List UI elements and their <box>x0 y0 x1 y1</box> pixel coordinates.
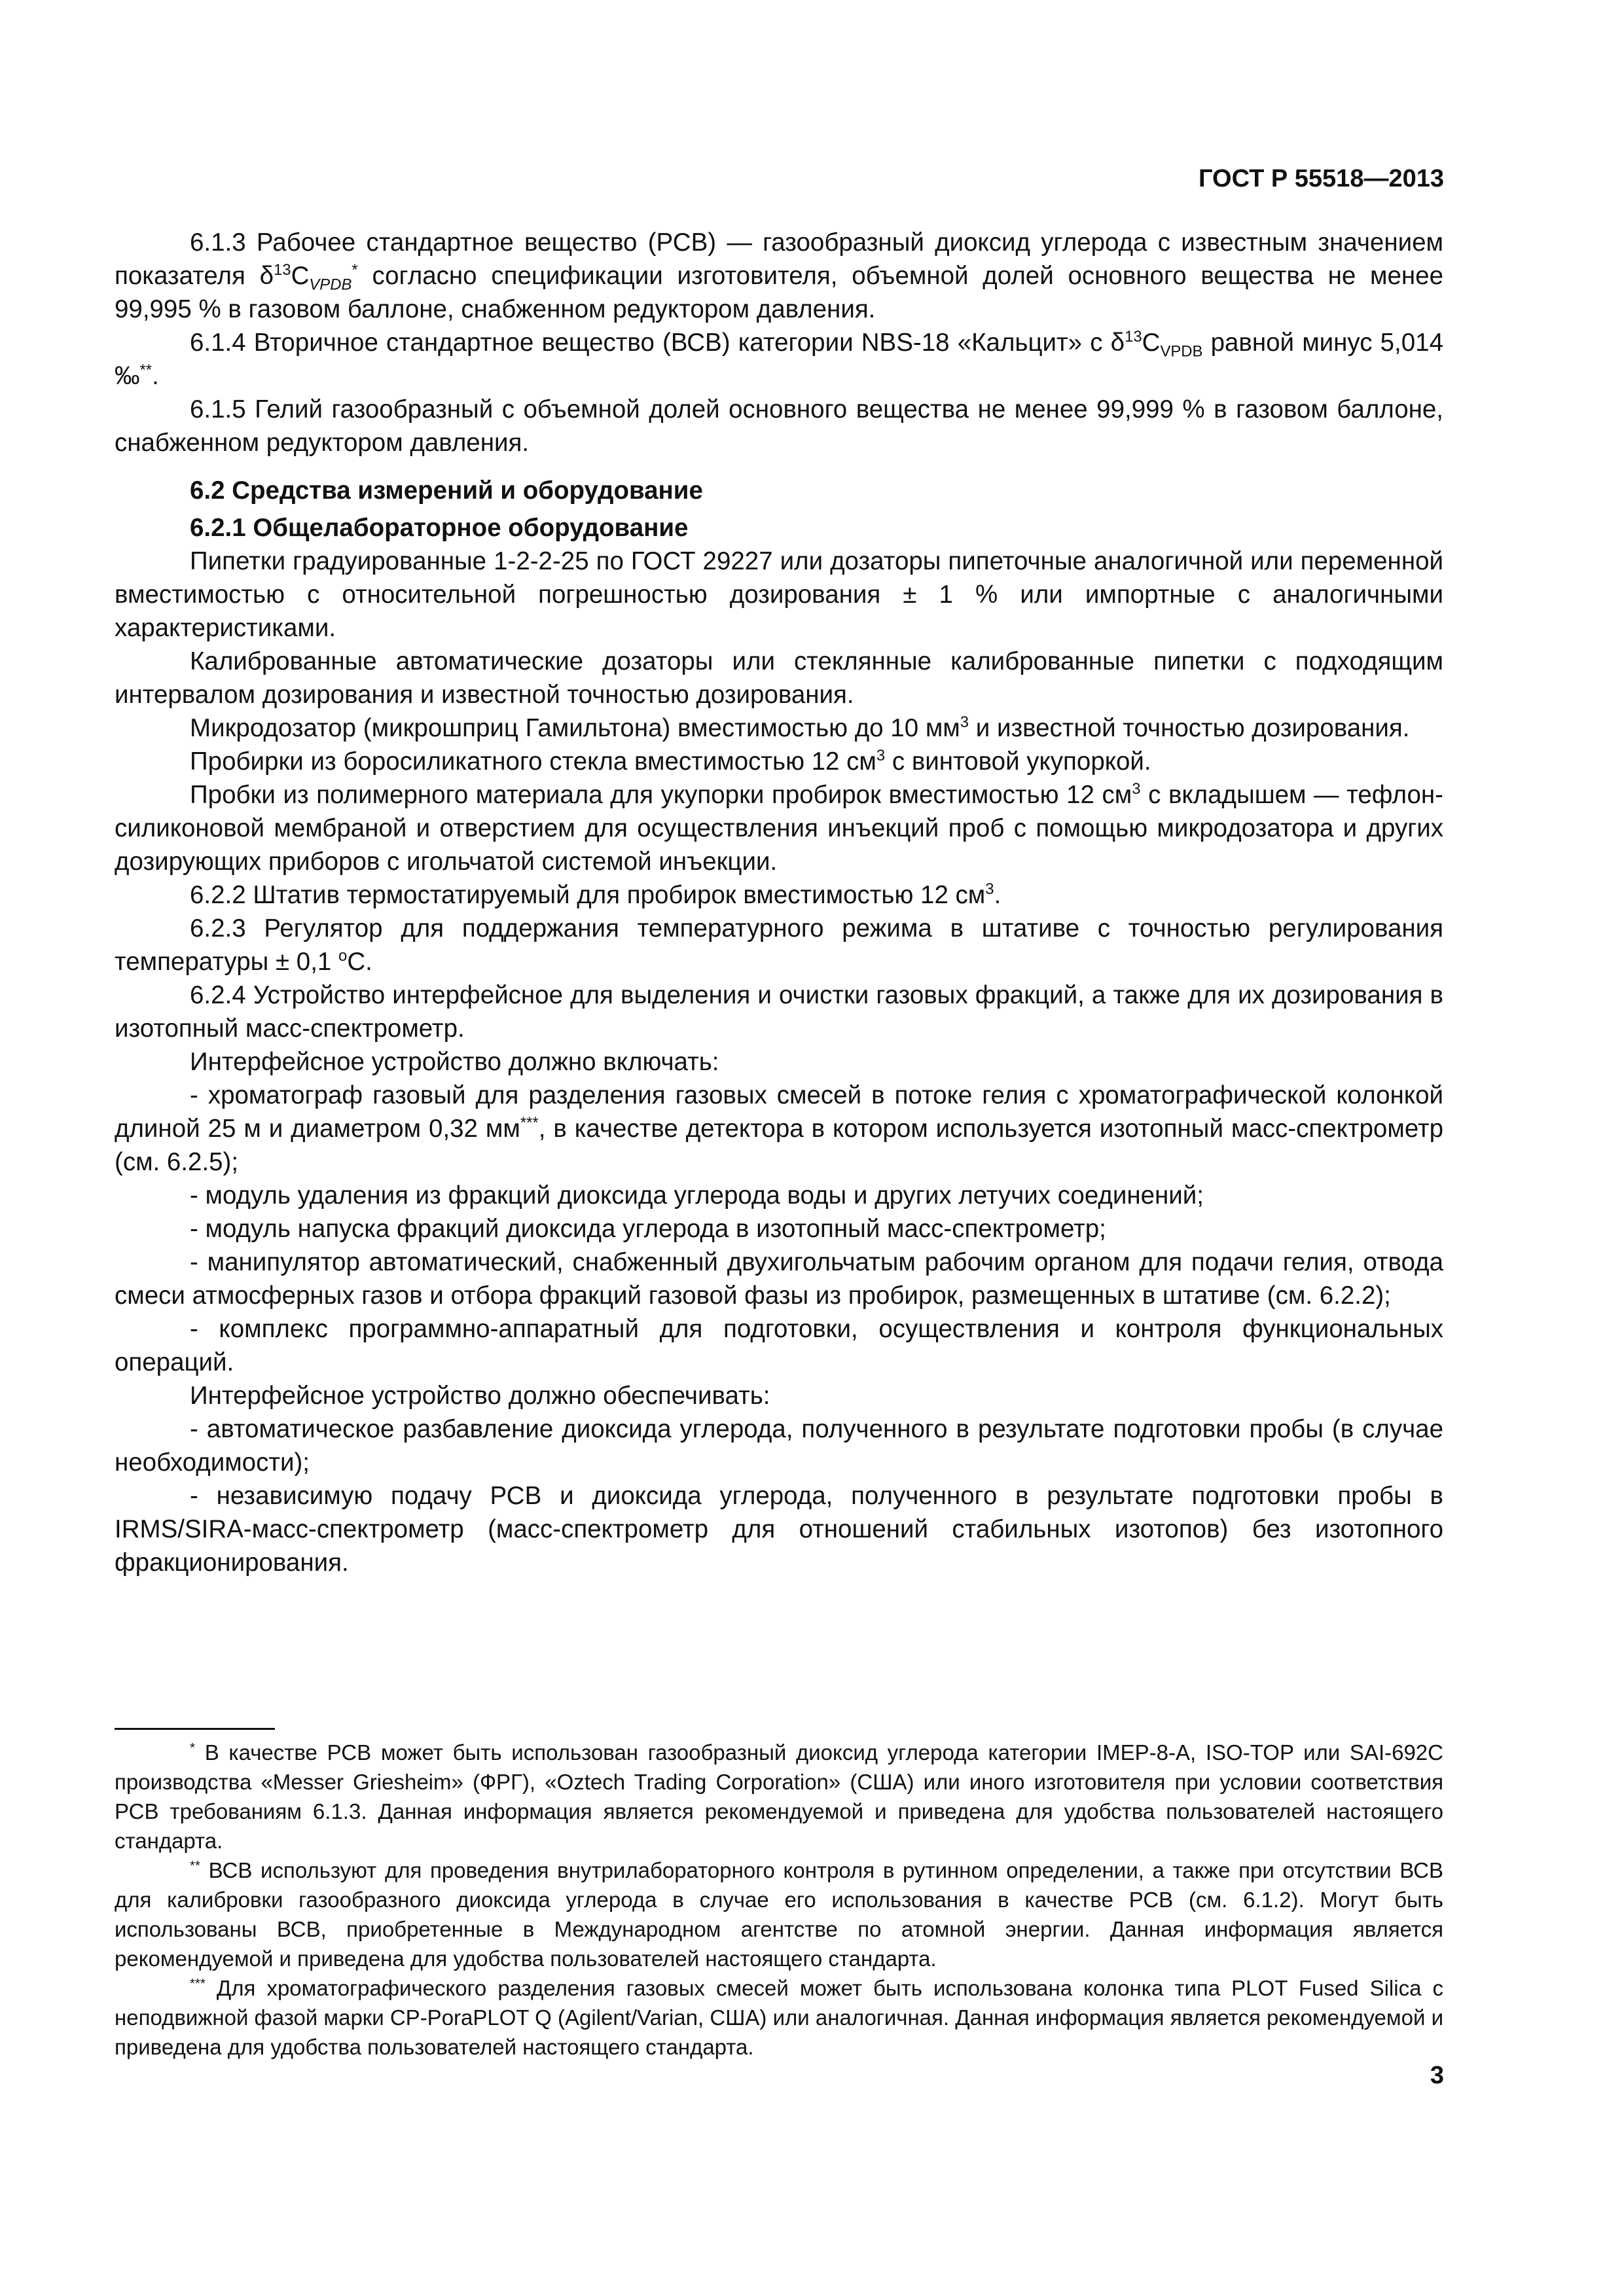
paragraph-6-2-3: 6.2.3 Регулятор для поддержания температурного режима в штативе с точностью регулирования температуры ± 0,1 $^o$C. <box>115 914 1443 976</box>
footnote-separator <box>115 1728 275 1730</box>
body-text <box>115 226 1443 1579</box>
list-item: - манипулятор автоматический, снабженный двухигольчатым рабочим органом для подачи гелия, отвода смеси атмосферных газов и отбора фракций газовой фазы из пробирок, размещенных в штативе (см. 6.2.2); <box>115 1248 1443 1310</box>
list-item: - комплекс программно-аппаратный для подготовки, осуществления и контроля функциональных операций. <box>115 1315 1443 1376</box>
paragraph-6-1-3: 6.1.3 Рабочее стандартное вещество (РСВ) — газообразный диоксид углерода с известным значением показателя $\delta^{13}C_{VPDB}^*$ согласно спецификации изготовителя, объемной долей основного вещества не менее 99,995 % в газовом баллоне, снабженном редуктором давления. <box>115 228 1443 323</box>
footnote-1: * В качестве РСВ может быть использован газообразный диоксид углерода категории IMEP-8-A, ISO-TOP или SAI-692C производства «Messer Griesheim» (ФРГ), «Oztech Trading Corporation» (США) или иного изготовителя при условии соответствия РСВ требованиям 6.1.3. Данная информация является рекомендуемой и приведена для удобства пользователей настоящего стандарта. <box>115 1740 1443 1853</box>
paragraph-stoppers: Пробки из полимерного материала для укупорки пробирок вместимостью 12 $см^3$ с вкладышем — тефлон-силиконовой мембраной и отверстием для осуществления инъекций проб с помощью микродозатора и других дозирующих приборов с игольчатой системой инъекции. <box>115 780 1443 876</box>
paragraph-interface-provides: Интерфейсное устройство должно обеспечивать: <box>190 1382 770 1410</box>
footnotes <box>115 1738 1443 2062</box>
footnote-ref: *** <box>520 1114 539 1132</box>
list-item: - независимую подачу РСВ и диоксида углерода, полученного в результате подготовки пробы в IRMS/SIRA-масс-спектрометр (масс-спектрометр для отношений стабильных изотопов) без изотопного фракционирования. <box>115 1482 1443 1577</box>
paragraph-test-tubes: Пробирки из боросиликатного стекла вместимостью 12 $см^3$ с винтовой укупоркой. <box>190 747 1151 776</box>
paragraph-microdispenser: Микродозатор (микрошприц Гамильтона) вместимостью до 10 $мм^3$ и известной точностью дозирования. <box>190 713 1410 742</box>
paragraph-6-2-2: 6.2.2 Штатив термостатируемый для пробирок вместимостью 12 $см^3$. <box>190 880 1001 909</box>
list-item: - модуль удаления из фракций диоксида углерода воды и других летучих соединений; <box>190 1181 1204 1210</box>
paragraph-6-1-5: 6.1.5 Гелий газообразный с объемной долей основного вещества не менее 99,999 % в газовом баллоне, снабженном редуктором давления. <box>115 395 1443 457</box>
footnote-2: ** ВСВ используют для проведения внутрилабораторного контроля в рутинном определении, а также при отсутствии ВСВ для калибровки газообразного диоксида углерода в случае его использования в качестве РСВ (см. 6.1.2). Могут быть использованы ВСВ, приобретенные в Международном агентстве по атомной энергии. Данная информация является рекомендуемой и приведена для удобства пользователей настоящего стандарта. <box>115 1858 1443 1971</box>
document-header: ГОСТ Р 55518—2013 <box>1199 165 1444 192</box>
paragraph-calibrated-dispensers: Калиброванные автоматические дозаторы или стеклянные калиброванные пипетки с подходящим интервалом дозирования и известной точностью дозирования. <box>115 647 1443 709</box>
paragraph-interface-includes: Интерфейсное устройство должно включать: <box>190 1048 719 1076</box>
paragraph-6-1-4: 6.1.4 Вторичное стандартное вещество (ВСВ) категории NBS-18 «Кальцит» с $\delta^{13}C_{VPDB}$ равной минус 5,014 ‰**. <box>115 328 1443 390</box>
list-item: - автоматическое разбавление диоксида углерода, полученного в результате подготовки пробы (в случае необходимости); <box>115 1415 1443 1477</box>
footnote-ref: ** <box>139 361 153 380</box>
footnote-3: *** Для хроматографического разделения газовых смесей может быть использована колонка типа PLOT Fused Silica с неподвижной фазой марки CP-PoraPLOT Q (Agilent/Varian, США) или аналогичная. Данная информация является рекомендуемой и приведена для удобства пользователей настоящего стандарта. <box>115 1976 1443 2059</box>
list-item: - хроматограф газовый для разделения газовых смесей в потоке гелия с хроматографической колонкой длиной 25 м и диаметром 0,32 мм***, в качестве детектора в котором используется изотопный масс-спектрометр (см. 6.2.5); <box>115 1081 1443 1176</box>
footnote-ref: * <box>352 261 358 279</box>
section-heading-6-2: 6.2 Средства измерений и оборудование <box>190 476 703 505</box>
list-item: - модуль напуска фракций диоксида углерода в изотопный масс-спектрометр; <box>190 1215 1106 1243</box>
subsection-heading-6-2-1: 6.2.1 Общелабораторное оборудование <box>190 514 689 542</box>
paragraph-6-2-4: 6.2.4 Устройство интерфейсное для выделения и очистки газовых фракций, а также для их дозирования в изотопный масс-спектрометр. <box>115 981 1443 1043</box>
paragraph-pipettes: Пипетки градуированные 1-2-2-25 по ГОСТ 29227 или дозаторы пипеточные аналогичной или переменной вместимостью с относительной погрешностью дозирования ± 1 % или импортные с аналогичными характеристиками. <box>115 547 1443 642</box>
page-number: 3 <box>1430 2062 1444 2089</box>
